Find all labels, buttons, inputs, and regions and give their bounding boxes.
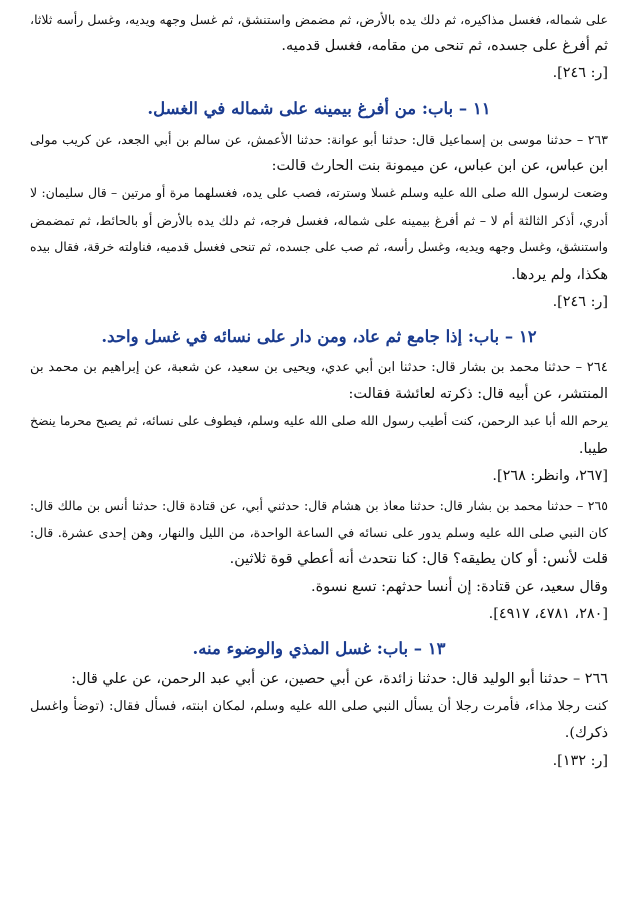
reference: [ر: ٢٤٦]. xyxy=(552,65,608,82)
chapter-heading: ١٣ – باب: غسل المذي والوضوء منه. xyxy=(192,639,446,659)
text-line: يرحم الله أبا عبد الرحمن، كنت أطيب رسول الله صلى الله عليه وسلم، فيطوف على نسائه، ثم يصبح محرما ينضخ xyxy=(30,414,608,429)
chapter-heading: ١١ – باب: من أفرغ بيمينه على شماله في الغسل. xyxy=(147,98,491,118)
text-line: ثم أفرغ على جسده، ثم تنحى من مقامه، فغسل قدميه. xyxy=(281,38,608,55)
text-line: وضعت لرسول الله صلى الله عليه وسلم غسلا وسترته، فصب على يده، فغسلهما مرة أو مرتين – قال سليمان: لا xyxy=(30,186,608,201)
reference: [ر: ٢٤٦]. xyxy=(552,293,608,310)
text-line: على شماله، فغسل مذاكيره، ثم دلك يده بالأرض، ثم مضمض واستنشق، ثم غسل وجهه ويديه، وغسل رأسه ثلاثا، xyxy=(30,12,608,27)
reference: [٢٦٧، وانظر: ٢٦٨]. xyxy=(492,467,608,484)
intro-text xyxy=(30,6,608,60)
text-line: كان النبي صلى الله عليه وسلم يدور على نسائه في الساعة الواحدة، من الليل والنهار، وهن إحدى عشرة. قال: xyxy=(30,525,608,541)
reference: [ر: ١٣٢]. xyxy=(552,752,608,769)
text-line: ٢٦٣ – حدثنا موسى بن إسماعيل قال: حدثنا أبو عوانة: حدثنا الأعمش، عن سالم بن أبي الجعد، عن كريب مولى xyxy=(30,131,608,147)
chapter-heading: ١٢ – باب: إذا جامع ثم عاد، ومن دار على نسائه في غسل واحد. xyxy=(101,327,537,347)
text-line: أدري، أذكر الثالثة أم لا – ثم أفرغ بيمينه على شماله، فغسل فرجه، ثم دلك يده بالأرض أو بالحائط، ثم تمضمض xyxy=(30,213,608,229)
text-line: قلت لأنس: أو كان يطيقه؟ قال: كنا نتحدث أنه أعطي قوة ثلاثين. xyxy=(229,551,608,568)
text-line: طيبا. xyxy=(578,440,608,457)
text-line: هكذا، ولم يردها. xyxy=(511,266,608,283)
text-line: ذكرك). xyxy=(564,725,608,742)
text-line: ٢٦٤ – حدثنا محمد بن بشار قال: حدثنا ابن أبي عدي، ويحيى بن سعيد، عن شعبة، عن إبراهيم بن محمد بن xyxy=(30,360,608,376)
text-line: واستنشق، وغسل وجهه ويديه، وغسل رأسه، ثم صب على جسده، ثم تنحى فغسل قدميه، فناولته خرقة، فقال بيده xyxy=(30,240,608,255)
reference: [٢٨٠، ٤٧٨١، ٤٩١٧]. xyxy=(488,605,608,622)
text-line: ابن عباس، عن ابن عباس، عن ميمونة بنت الحارث قالت: xyxy=(271,157,608,174)
text-line: وقال سعيد، عن قتادة: إن أنسا حدثهم: تسع نسوة. xyxy=(311,578,608,595)
text-line: ٢٦٦ – حدثنا أبو الوليد قال: حدثنا زائدة، عن أبي حصين، عن أبي عبد الرحمن، عن علي قال: xyxy=(71,671,608,688)
text-line: المنتشر، عن أبيه قال: ذكرته لعائشة فقالت: xyxy=(348,386,608,403)
text-line: ٢٦٥ – حدثنا محمد بن بشار قال: حدثنا معاذ بن هشام قال: حدثني أبي، عن قتادة قال: حدثنا أنس بن مالك قال: xyxy=(30,498,608,514)
text-line: كنت رجلا مذاء، فأمرت رجلا أن يسأل النبي صلى الله عليه وسلم، لمكان ابنته، فسأل فقال: (توضأ واغسل xyxy=(30,699,608,715)
